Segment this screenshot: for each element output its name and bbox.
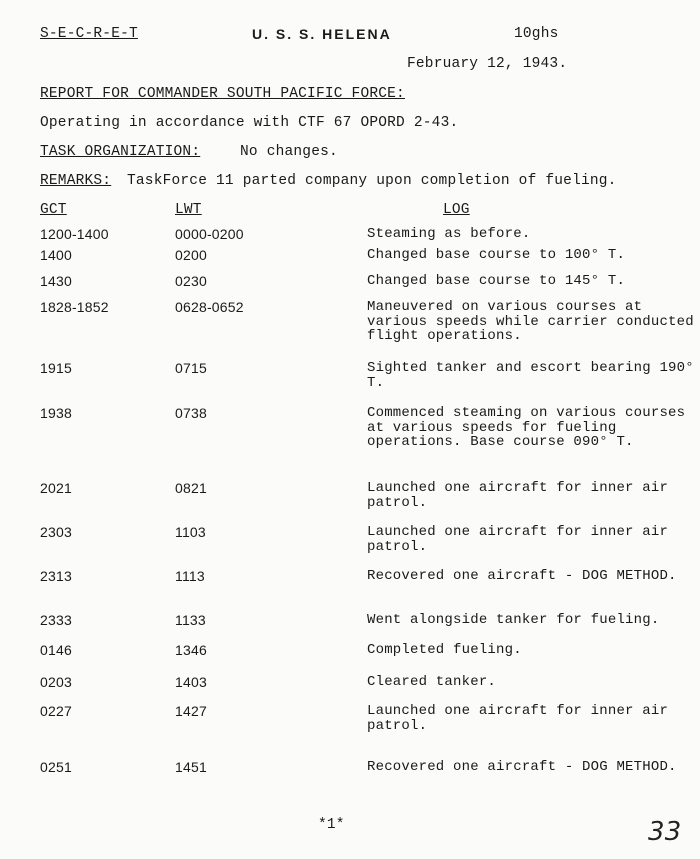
log-text: Sighted tanker and escort bearing 190° T. (367, 360, 694, 391)
column-header-lwt: LWT (175, 202, 202, 218)
report-date: February 12, 1943. (407, 56, 568, 72)
log-text: Commenced steaming on various courses at various speeds for fueling operations. Base course 090° T. (367, 405, 686, 450)
report-title: REPORT FOR COMMANDER SOUTH PACIFIC FORCE: (40, 86, 405, 102)
classification: S-E-C-R-E-T (40, 26, 138, 42)
lwt-time: 1133 (175, 612, 206, 628)
task-org-label: TASK ORGANIZATION: (40, 144, 201, 160)
gct-time: 2313 (40, 568, 72, 584)
lwt-time: 1113 (175, 568, 205, 584)
column-header-gct: GCT (40, 202, 67, 218)
log-text: Recovered one aircraft - DOG METHOD. (367, 759, 677, 775)
lwt-time: 0821 (175, 480, 207, 496)
log-text: Launched one aircraft for inner air patrol. (367, 524, 669, 555)
page-marker: *1* (318, 817, 345, 833)
task-org-value: No changes. (240, 144, 338, 160)
log-text: Steaming as before. (367, 226, 531, 242)
gct-time: 0146 (40, 642, 72, 658)
lwt-time: 0715 (175, 360, 207, 376)
remarks-label: REMARKS: (40, 173, 112, 189)
log-text: Launched one aircraft for inner air patrol. (367, 703, 669, 734)
gct-time: 0203 (40, 674, 72, 690)
gct-time: 2333 (40, 612, 72, 628)
gct-time: 2303 (40, 524, 72, 540)
log-text: Recovered one aircraft - DOG METHOD. (367, 568, 677, 584)
gct-time: 0251 (40, 759, 72, 775)
lwt-time: 1103 (175, 524, 206, 540)
gct-time: 1828-1852 (40, 299, 109, 315)
gct-time: 0227 (40, 703, 72, 719)
lwt-time: 0000-0200 (175, 226, 244, 242)
log-text: Went alongside tanker for fueling. (367, 612, 660, 628)
ship-name: U. S. S. HELENA (252, 26, 392, 42)
operating-line: Operating in accordance with CTF 67 OPORD 2-43. (40, 115, 459, 131)
handwritten-page-number: 33 (648, 817, 682, 847)
lwt-time: 0230 (175, 273, 207, 289)
log-text: Completed fueling. (367, 642, 522, 658)
log-text: Changed base course to 100° T. (367, 247, 626, 263)
lwt-time: 1403 (175, 674, 207, 690)
log-text: Launched one aircraft for inner air patrol. (367, 480, 669, 511)
gct-time: 1938 (40, 405, 72, 421)
gct-time: 1430 (40, 273, 72, 289)
lwt-time: 1427 (175, 703, 207, 719)
lwt-time: 1451 (175, 759, 207, 775)
gct-time: 1400 (40, 247, 72, 263)
gct-time: 2021 (40, 480, 72, 496)
doc-code: 10ghs (514, 26, 559, 42)
column-header-log: LOG (443, 202, 470, 218)
log-text: Maneuvered on various courses at various speeds while carrier conducted flight operations. (367, 299, 694, 344)
lwt-time: 0200 (175, 247, 207, 263)
lwt-time: 1346 (175, 642, 207, 658)
log-text: Cleared tanker. (367, 674, 497, 690)
remarks-value: TaskForce 11 parted company upon completion of fueling. (127, 173, 617, 189)
gct-time: 1915 (40, 360, 72, 376)
gct-time: 1200-1400 (40, 226, 109, 242)
log-text: Changed base course to 145° T. (367, 273, 626, 289)
lwt-time: 0738 (175, 405, 207, 421)
lwt-time: 0628-0652 (175, 299, 244, 315)
